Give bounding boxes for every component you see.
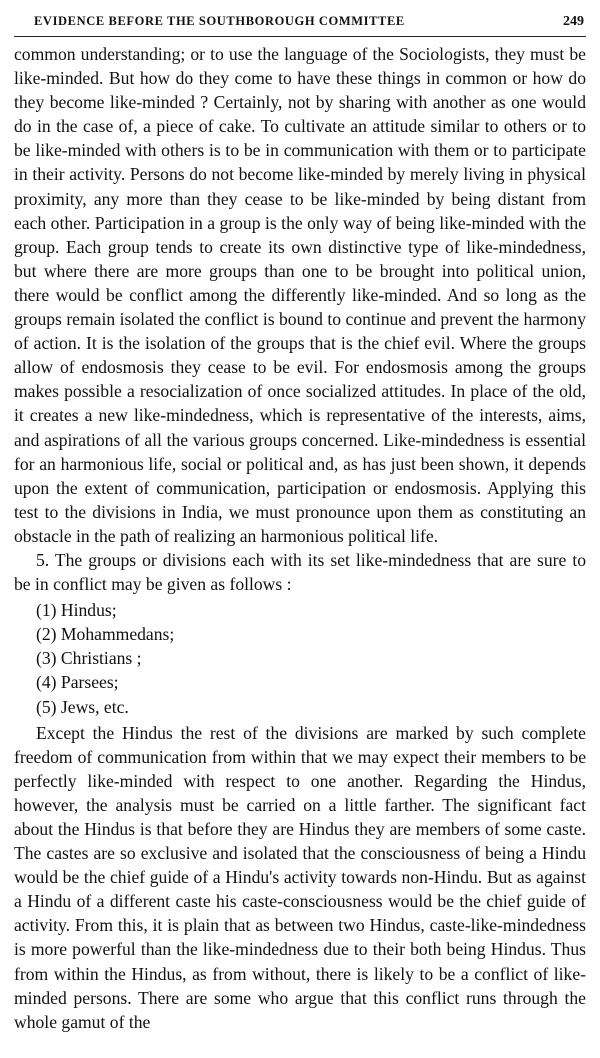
list-item: (4) Parsees; xyxy=(36,672,119,693)
list-item: (5) Jews, etc. xyxy=(36,696,129,717)
body-text xyxy=(14,42,586,1034)
page-header xyxy=(14,12,586,37)
page-number: 249 xyxy=(563,14,584,29)
list-item: (1) Hindus; xyxy=(36,600,117,621)
paragraph-hindus-analysis: Except the Hindus the rest of the divisions are marked by such complete freedom of communication from within that we may expect their members to be perfectly like-minded with respect to one another. Regarding the Hindus, however, the analysis must be carried on a little farther. The significant fact about the Hindus is that before they are Hindus they are members of some caste. The castes are so exclusive and isolated that the consciousness of being a Hindu would be the chief guide of a Hindu's activity towards non-Hindu. But as against a Hindu of a different caste his caste-consciousness would be the chief guide of activity. From this, it is plain that as between two Hindus, caste-like-mindedness is more powerful than the like-mindedness due to their both being Hindus. Thus from within the Hindus, as from without, there is likely to be a conflict of like-minded persons. There are some who argue that this conflict runs through the whole gamut of the xyxy=(14,722,586,1032)
groups-list xyxy=(14,598,586,718)
list-item: (2) Mohammedans; xyxy=(36,624,175,645)
paragraph-groups-intro: 5. The groups or divisions each with its set like-mindedness that are sure to be in conflict may be given as follows : xyxy=(14,549,586,595)
running-head: EVIDENCE BEFORE THE SOUTHBOROUGH COMMITTEE xyxy=(34,14,405,28)
paragraph-continued: common understanding; or to use the language of the Sociologists, they must be like-minded. But how do they come to have these things in common or how do they become like-minded ? Certainly, not by sharing with another as one would do in the case of, a piece of cake. To cultivate an attitude similar to others or to be like-minded with others is to be in communication with them or to participate in their activity. Persons do not become like-minded by merely living in physical proximity, any more than they cease to be like-minded by being distant from each other. Participation in a group is the only way of being like-minded with the group. Each group tends to create its own distinctive type of like-mindedness, but where there are more groups than one to be brought into political union, there would be conflict among the differently like-minded. And so long as the groups remain isolated the conflict is bound to continue and prevent the harmony of action. It is the isolation of the groups that is the chief evil. Where the groups allow of endosmosis they cease to be evil. For endosmosis among the groups makes possible a resocialization of once socialized attitudes. In place of the old, it creates a new like-mindedness, which is representative of the interests, aims, and aspirations of all the various groups concerned. Like-mindedness is essential for an harmonious life, social or political and, as has just been shown, it depends upon the extent of communication, participation or endosmosis. Applying this test to the divisions in India, we must pronounce upon them as constituting an obstacle in the path of realizing an harmonious political life. xyxy=(14,44,586,546)
list-item: (3) Christians ; xyxy=(36,648,142,669)
